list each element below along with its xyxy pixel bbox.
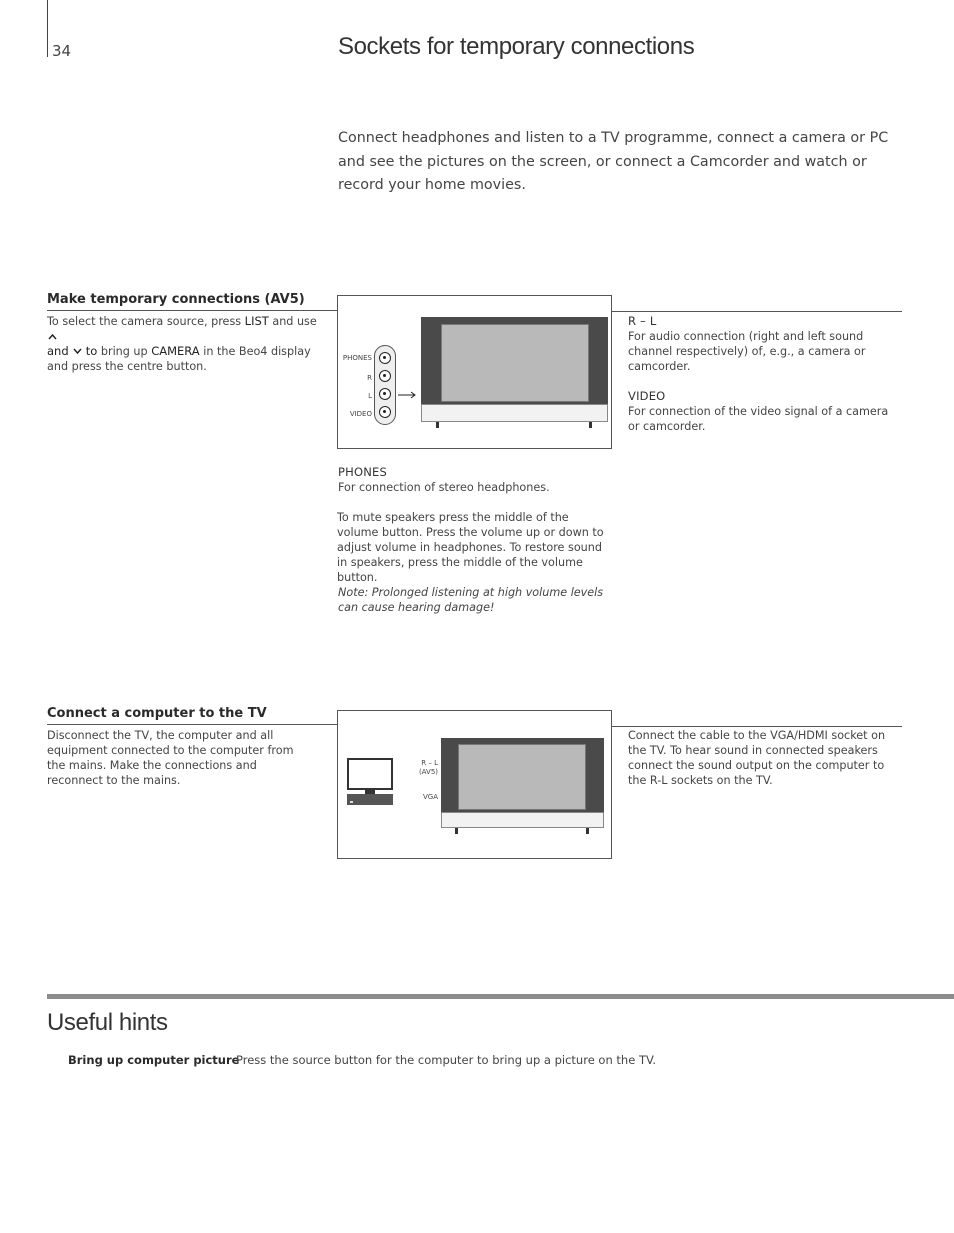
page-title: Sockets for temporary connections [338,33,695,60]
hint-label: Bring up computer picture [68,1053,240,1067]
arrow-right-icon [398,391,418,399]
tv-stand [441,812,604,828]
tv-illustration [421,317,608,405]
vga-hdmi-instructions: Connect the cable to the VGA/HDMI socket on the TV. To hear sound in connected speakers connect the sound output on the computer to the R-L sockets on the TV. [628,729,886,787]
phones-description: For connection of stereo headphones. [338,481,550,494]
instruction-text: and [47,344,69,358]
phones-socket-icon [379,352,391,364]
video-description: For connection of the video signal of a camera or camcorder. [628,405,889,433]
tv-foot [455,828,458,834]
camera-key-label: CAMERA [151,344,200,358]
tv-stand [421,404,608,422]
tv-foot [586,828,589,834]
phones-title: PHONES [338,465,388,479]
socket-panel-figure [337,295,612,449]
intro-paragraph: Connect headphones and listen to a TV programme, connect a camera or PC and see the pictures on the screen, or connect a Camcorder and watch or record your home movies. [338,130,889,193]
video-label: VIDEO [349,410,372,418]
hint-text: Press the source button for the computer to bring up a picture on the TV. [236,1053,657,1067]
l-socket-icon [379,388,391,400]
video-title: VIDEO [628,389,666,403]
instruction-text: and use [268,315,317,328]
instruction-text: in the Beo4 display and press the centre button. [47,345,311,373]
av5-label: (AV5) [418,768,438,776]
camera-instructions [47,314,325,374]
disconnect-instructions: Disconnect the TV, the computer and all equipment connected to the computer from the mains. Make the connections and reconnect to the mains. [47,729,294,787]
section-rule-left [47,310,337,311]
section-heading-connect-computer: Connect a computer to the TV [47,706,267,721]
tv-illustration [441,738,604,812]
instruction-text: bring up [97,345,152,358]
hints-divider-bar [47,994,954,999]
list-key-label: LIST [244,314,269,328]
socket-panel [374,345,396,425]
r-label: R [367,374,372,382]
mute-instructions: To mute speakers press the middle of the volume button. Press the volume up or down to adjust volume in headphones. To restore sound in speakers, press the middle of the volume button. [337,511,604,584]
r-socket-icon [379,370,391,382]
rl-socket-label: R – L [421,759,438,767]
video-socket-icon [379,406,391,418]
section-heading-temporary-connections: Make temporary connections (AV5) [47,292,305,307]
tv-screen [441,324,589,402]
instruction-text: To select the camera source, press [47,315,245,328]
page-margin-rule [47,0,48,57]
page-number: 34 [52,42,72,60]
vga-label: VGA [422,793,438,801]
section-rule-right [611,726,902,727]
rl-title: R – L [628,314,657,328]
computer-icon [346,757,396,807]
rl-description: For audio connection (right and left sound channel respectively) of, e.g., a camera or camcorder. [628,330,866,373]
hearing-warning-note: Note: Prolonged listening at high volume levels can cause hearing damage! [338,586,604,614]
phones-label: PHONES [342,354,372,362]
section-rule-left [47,724,337,725]
arrow-down-icon [72,344,82,359]
computer-connection-figure [337,710,612,859]
tv-screen [458,744,586,810]
useful-hints-title: Useful hints [47,1009,168,1036]
l-label: L [368,392,372,400]
instruction-text: to [85,344,98,358]
arrow-up-icon [47,329,57,344]
tv-foot [589,422,592,428]
section-rule-right [611,311,902,312]
tv-foot [436,422,439,428]
